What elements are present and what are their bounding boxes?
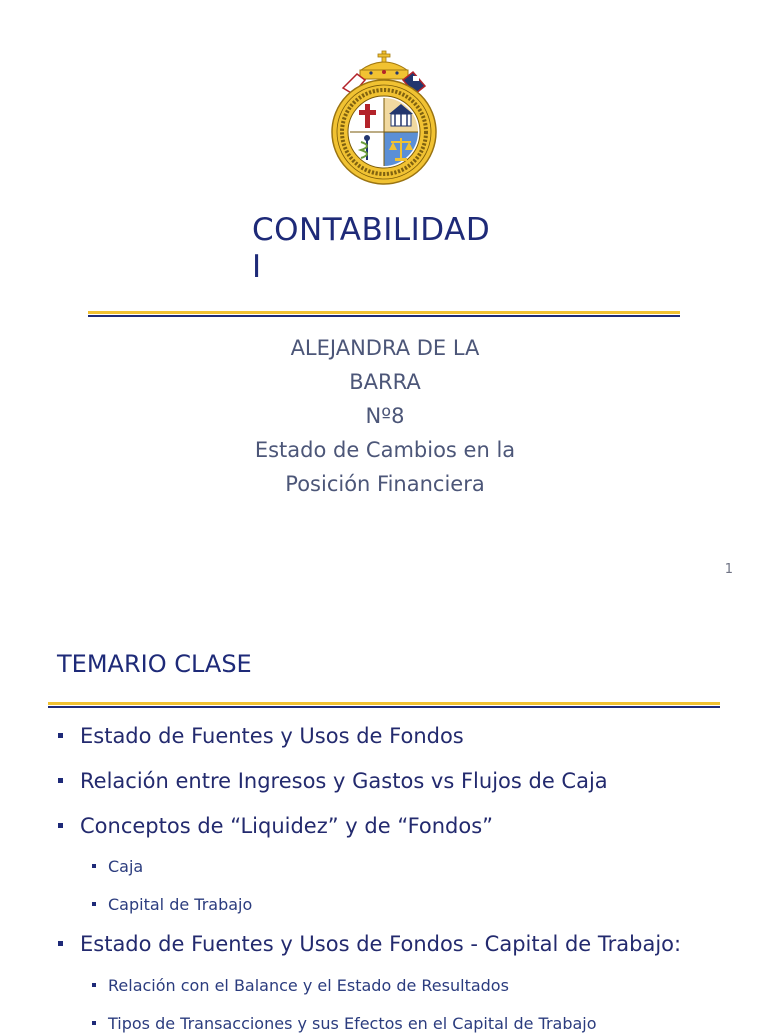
title-line-1: CONTABILIDAD [252, 212, 491, 248]
presentation-subtitle [200, 331, 570, 501]
subtitle-line: Posición Financiera [285, 472, 485, 496]
bullet-marker [58, 733, 63, 738]
sub-bullet-item [92, 895, 252, 914]
bullet-marker [92, 864, 96, 868]
page-number: 1 [724, 562, 733, 577]
crown-icon [360, 51, 408, 79]
university-seal-logo [331, 48, 437, 188]
subtitle-line: ALEJANDRA DE LA [290, 336, 480, 360]
bullet-marker [92, 902, 96, 906]
title-divider [48, 702, 720, 708]
subtitle-line: Nº8 [365, 404, 405, 428]
subtitle-line: BARRA [349, 370, 421, 394]
bullet-text: Conceptos de “Liquidez” y de “Fondos” [80, 814, 494, 838]
sub-bullet-item [92, 976, 509, 995]
bullet-text: Relación entre Ingresos y Gastos vs Flujos de Caja [80, 769, 608, 793]
subtitle-line: Estado de Cambios en la [254, 438, 516, 462]
sub-bullet-text: Capital de Trabajo [108, 895, 253, 914]
bullet-item [58, 769, 608, 793]
presentation-title [252, 212, 512, 286]
bullet-marker [58, 778, 63, 783]
sub-bullet-text: Tipos de Transacciones y sus Efectos en el Capital de Trabajo [108, 1014, 597, 1033]
bullet-text: Estado de Fuentes y Usos de Fondos - Capital de Trabajo: [80, 932, 682, 956]
bullet-item [58, 814, 493, 838]
bullet-marker [92, 983, 96, 987]
title-line-2: I [252, 249, 262, 285]
agenda-slide [0, 610, 768, 1033]
slide-title: TEMARIO CLASE [57, 650, 252, 678]
bullet-marker [58, 823, 63, 828]
bullet-marker [58, 941, 63, 946]
sub-bullet-text: Relación con el Balance y el Estado de Resultados [108, 976, 509, 995]
bullet-text: Estado de Fuentes y Usos de Fondos [80, 724, 464, 748]
sub-bullet-text: Caja [108, 857, 144, 876]
bullet-item [58, 724, 464, 748]
title-divider [88, 311, 680, 317]
sub-bullet-item [92, 857, 143, 876]
bullet-item [58, 932, 681, 956]
